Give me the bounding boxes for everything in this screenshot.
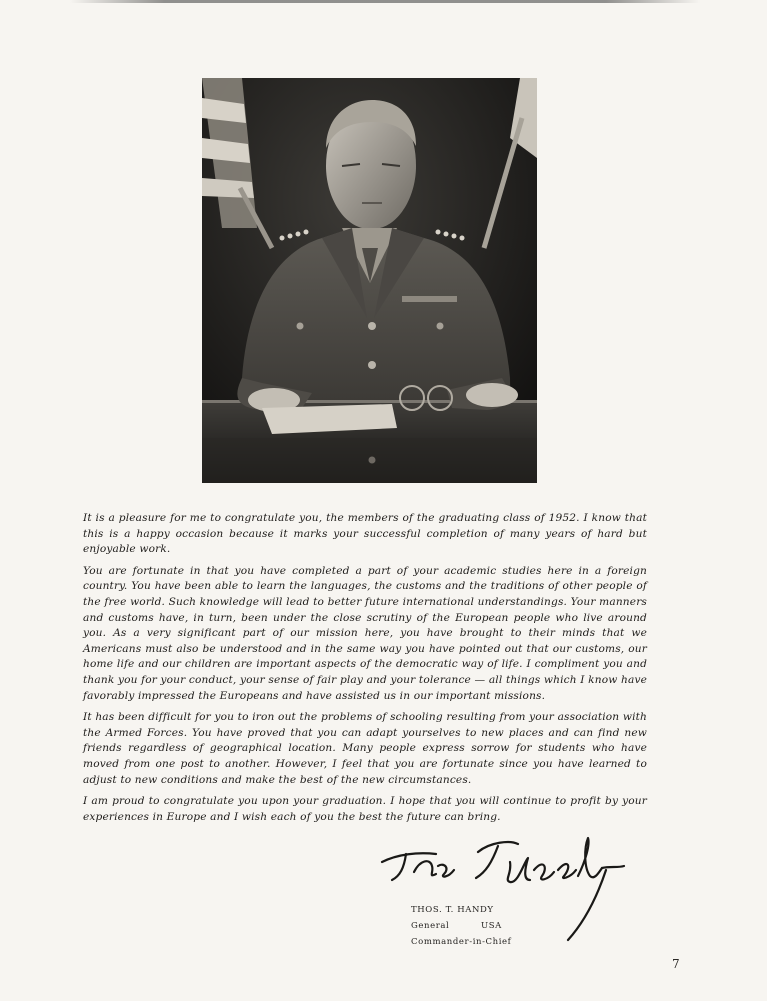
portrait-general-in-uniform-at-desk-icon <box>202 78 537 483</box>
signer-title: Commander-in-Chief <box>411 937 512 947</box>
message-paragraph: It has been difficult for you to iron out the problems of schooling resulting from your association with the Armed Forces. You have proved that you can adapt yourselves to new places and can find new friends regardless of geographical location. Many people express sorrow for students who have moved from one post to another. However, I feel that you are fortunate since you have learned to adjust to new conditions and make the best of the new circumstances. <box>83 711 647 786</box>
message-paragraph: I am proud to congratulate you upon your graduation. I hope that you will continue to profit by your experiences in Europe and I wish each of you the best the future can bring. <box>83 795 647 823</box>
portrait-photo <box>202 78 537 483</box>
top-rule <box>70 0 700 3</box>
signer-rank: General <box>411 921 450 931</box>
message-paragraph: It is a pleasure for me to congratulate you, the members of the graduating class of 1952. I know that this is a happy occasion because it marks your successful completion of many years of hard but enjoyable work. <box>83 512 647 556</box>
signer-name: THOS. T. HANDY <box>411 905 494 915</box>
congratulatory-message <box>83 511 647 831</box>
signature-block <box>411 902 511 950</box>
page-number: 7 <box>672 957 680 971</box>
message-paragraph: You are fortunate in that you have completed a part of your academic studies here in a foreign country. You have been able to learn the languages, the customs and the traditions of other people of the free world. Such knowledge will lead to better future international understandings. Your manners and customs have, in turn, been under the close scrutiny of the European people who live around you. As a very significant part of our mission here, you have brought to their minds that we Americans must also be understood and in the same way you have pointed out that our customs, our home life and our children are important aspects of the democratic way of life. I compliment you and thank you for your conduct, your sense of fair play and your tolerance — all things which I know have favorably impressed the Europeans and have assisted us in our important missions. <box>83 564 647 702</box>
signer-branch: USA <box>481 921 502 931</box>
rank-row <box>411 918 511 934</box>
